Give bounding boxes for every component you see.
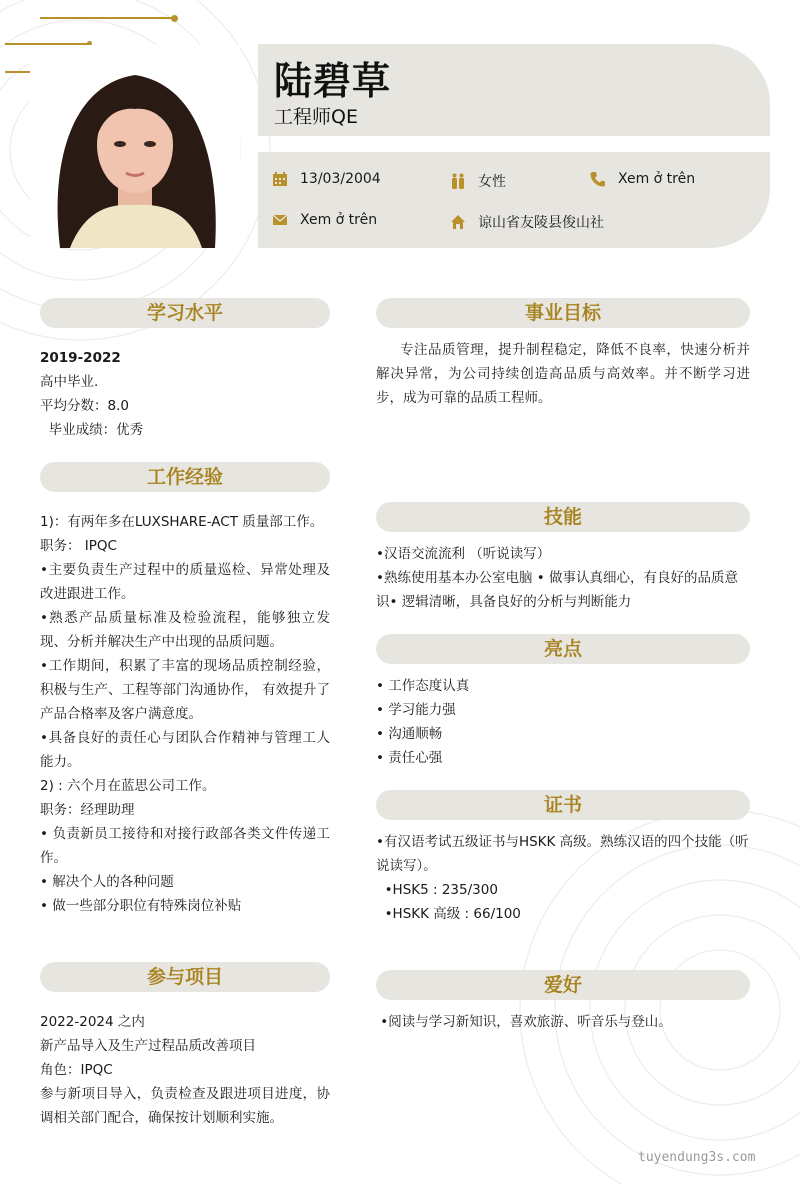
education-section [40,346,330,442]
phone-icon [590,171,606,187]
certificate-line: •HSK5 : 235/300 [376,882,498,898]
highlights-heading: 亮点 [376,634,750,664]
phone-row [590,171,695,187]
projects-section [40,1010,330,1130]
objective-heading: 事业目标 [376,298,750,328]
contact-panel [258,152,770,248]
experience-section [40,510,330,918]
education-heading: 学习水平 [40,298,330,328]
address-row [450,212,604,232]
highlights-section [376,674,750,770]
experience-line: 职务：经理助理 [40,802,135,818]
watermark-text: tuyendung3s.com [638,1150,756,1165]
skill-line: •汉语交流流利 （听说读写） [376,546,551,562]
project-line: 角色：IPQC [40,1062,113,1078]
skills-heading: 技能 [376,502,750,532]
objective-text: 专注品质管理，提升制程稳定，降低不良率，快速分析并解决异常，为公司持续创造高品质与高效率。并不断学习进步，成为可靠的品质工程师。 [376,342,750,406]
experience-line: • 做一些部分职位有特殊岗位补贴 [40,898,242,914]
email: Xem ở trên [300,212,378,228]
education-line: 平均分数：8.0 [40,398,129,414]
gender-row [450,171,506,191]
experience-heading: 工作经验 [40,462,330,492]
highlight-item: • 沟通顺畅 [376,726,443,742]
address: 谅山省友陵县俊山社 [478,215,604,231]
experience-line: 2) : 六个月在蓝思公司工作。 [40,778,216,794]
skills-section [376,542,750,614]
hobbies-text: •阅读与学习新知识，喜欢旅游、听音乐与登山。 [376,1014,672,1030]
certificates-section [376,830,750,926]
people-icon [450,173,466,189]
calendar-icon [272,171,288,187]
job-title: 工程师QE [274,106,358,128]
experience-line: •熟悉产品质量标准及检验流程，能够独立发现、分析并解决生产中出现的品质问题。 [40,610,330,650]
experience-line: 职务： IPQC [40,538,117,554]
candidate-name: 陆碧草 [274,59,392,103]
highlight-item: • 责任心强 [376,750,443,766]
experience-line: •工作期间，积累了丰富的现场品质控制经验，积极与生产、工程等部门沟通协作， 有效提升了产品合格率及客户满意度。 [40,658,330,722]
email-row [272,212,377,228]
project-line: 参与新项目导入，负责检查及跟进项目进度，协调相关部门配合，确保按计划顺利实施。 [40,1086,330,1126]
experience-line: •具备良好的责任心与团队合作精神与管理工人能力。 [40,730,330,770]
birth-date-row [272,171,381,187]
project-line: 2022-2024 之内 [40,1014,145,1030]
name-panel [258,44,770,136]
project-line: 新产品导入及生产过程品质改善项目 [40,1038,256,1054]
hobbies-section [376,1010,750,1034]
education-period: 2019-2022 [40,350,121,366]
highlight-item: • 工作态度认真 [376,678,470,694]
gender: 女性 [478,174,506,190]
certificates-heading: 证书 [376,790,750,820]
experience-line: • 解决个人的各种问题 [40,874,174,890]
profile-photo [30,45,240,248]
home-icon [450,214,466,230]
highlight-item: • 学习能力强 [376,702,456,718]
education-line: 毕业成绩：优秀 [40,422,144,438]
projects-heading: 参与项目 [40,962,330,992]
objective-section [376,338,750,410]
birth-date: 13/03/2004 [300,171,381,187]
decor-dot-1 [171,15,178,22]
envelope-icon [272,212,288,228]
experience-line: 1)：有两年多在LUXSHARE-ACT 质量部工作。 [40,514,324,530]
education-line: 高中毕业. [40,374,99,390]
experience-line: • 负责新员工接待和对接行政部各类文件传递工作。 [40,826,330,866]
skill-line: •熟练使用基本办公室电脑 • 做事认真细心，有良好的品质意识• 逻辑清晰，具备良好的分析与判断能力 [376,570,739,610]
hobbies-heading: 爱好 [376,970,750,1000]
certificate-line: •有汉语考试五级证书与HSKK 高级。熟练汉语的四个技能（听说读写）。 [376,834,749,874]
experience-line: •主要负责生产过程中的质量巡检、异常处理及改进跟进工作。 [40,562,330,602]
phone: Xem ở trên [618,171,696,187]
decor-line-1 [40,17,175,19]
certificate-line: •HSKK 高级 : 66/100 [376,906,521,922]
